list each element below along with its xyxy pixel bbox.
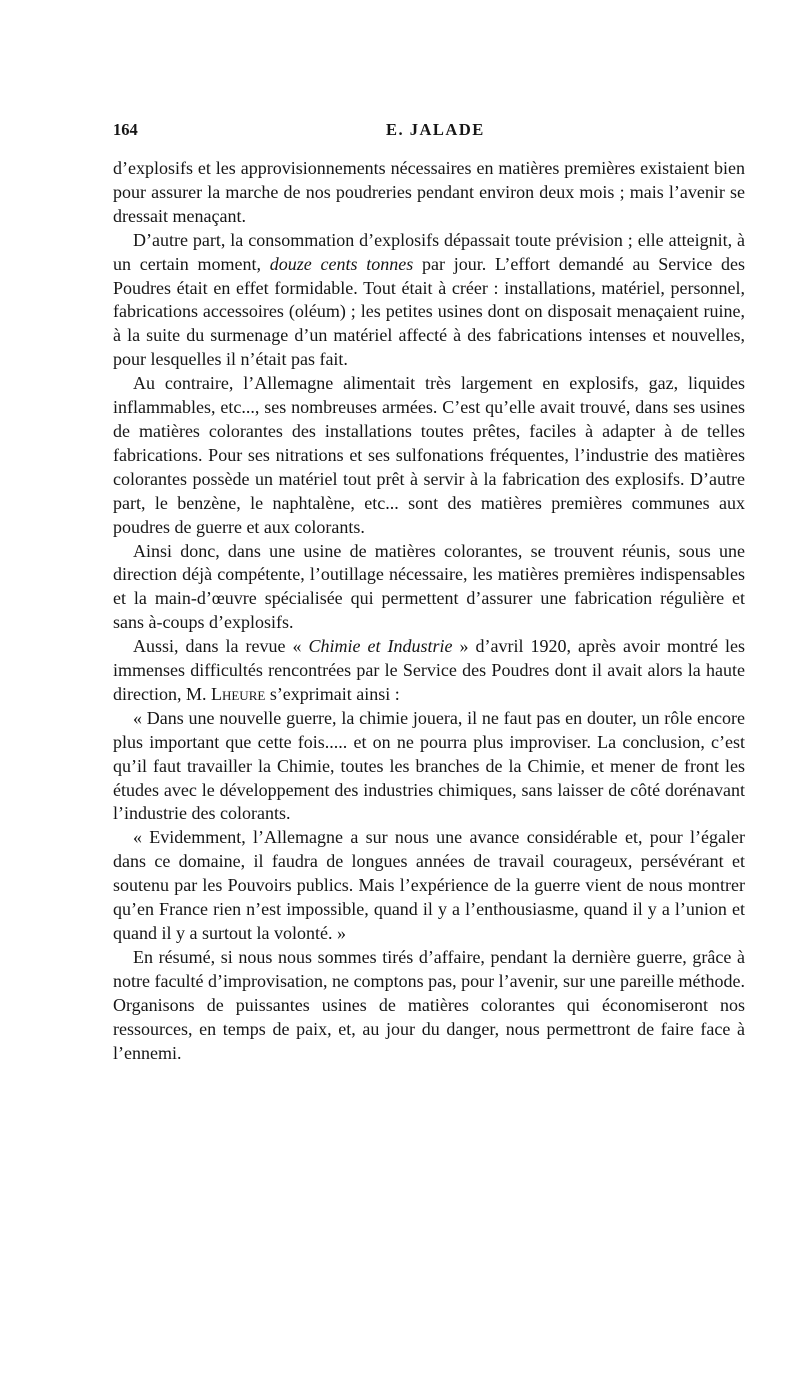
paragraph-2	[113, 229, 745, 372]
person-name: Lheure	[210, 683, 266, 704]
paragraph-1: d’explosifs et les approvisionnements nécessaires en matières premières existaient bien pour assurer la marche de nos poudreries pendant environ deux mois ; mais l’avenir se dressait menaçant.	[113, 158, 745, 226]
body-text	[113, 157, 745, 1065]
quote-paragraph-1: « Dans une nouvelle guerre, la chimie jouera, il ne faut pas en douter, un rôle encore plus important que cette fois..... et on ne pourra plus improviser. La conclusion, c’est qu’il faut travailler la Chimie, toutes les branches de la Chimie, et mener de front les études avec le développement des industries chimiques, sans laisser de côté dorénavant l’industrie des colorants.	[113, 707, 745, 824]
paragraph-4: Ainsi donc, dans une usine de matières colorantes, se trouvent réunis, sous une direction déjà compétente, l’outillage nécessaire, les matières premières indispensables et la main-d’œuvre spécialisée qui permettent d’assurer une fabrication régulière et sans à-coups d’explosifs.	[113, 540, 745, 633]
paragraph-2-part-a: D’autre part, la consommation d’explosifs dépassait toute prévision ; elle atteignit, à un certain moment,	[113, 229, 745, 274]
running-head	[113, 120, 745, 144]
paragraph-5-part-c: s’exprimait ainsi :	[269, 683, 400, 704]
paragraph-2-part-b: par jour. L’effort demandé au Service des Poudres était en effet formidable. Tout était à créer : installations, matériel, personnel, fabrications accessoires (oléum) ; les petites usines dont on disposait menaçaient ruine, à la suite du surmenage d’un matériel affecté à des fabrications intenses et nouvelles, pour lesquelles il n’était pas fait.	[113, 253, 745, 370]
paragraph-5-part-b: » d’avril 1920, après avoir montré les immenses difficultés rencontrées par le Service des Poudres dont il avait alors la haute direction, M.	[113, 636, 746, 704]
page-number: 164	[113, 120, 138, 139]
quote-paragraph-2: « Evidemment, l’Allemagne a sur nous une avance considérable et, pour l’égaler dans ce domaine, il faudra de longues années de travail courageux, persévérant et soutenu par les Pouvoirs publics. Mais l’expérience de la guerre vient de nous montrer qu’en France rien n’est impossible, quand il y a l’enthousiasme, quand il y a l’union et quand il y a surtout la volonté. »	[113, 827, 745, 943]
journal-title: Chimie et Industrie	[308, 636, 453, 657]
paragraph-2-emphasis: douze cents tonnes	[269, 253, 414, 274]
paragraph-3: Au contraire, l’Allemagne alimentait très largement en explosifs, gaz, liquides inflammables, etc..., ses nombreuses armées. C’est qu’elle avait trouvé, dans ses usines de matières colorantes des installations toutes prêtes, faciles à adapter à de telles fabrications. Pour ses nitrations et ses sulfonations fréquentes, l’industrie des matières colorantes possède un matériel tout prêt à servir à la fabrication des explosifs. D’autre part, le benzène, le naphtalène, etc... sont des matières premières communes aux poudres de guerre et aux colorants.	[113, 373, 745, 537]
paragraph-conclusion: En résumé, si nous nous sommes tirés d’affaire, pendant la dernière guerre, grâce à notre faculté d’improvisation, ne comptons pas, pour l’avenir, sur une pareille méthode. Organisons de puissantes usines de matières colorantes qui économiseront nos ressources, en temps de paix, et, au jour du danger, nous permettront de faire face à l’ennemi.	[113, 946, 745, 1063]
paragraph-5-part-a: Aussi, dans la revue «	[133, 636, 302, 657]
paragraph-5	[113, 635, 745, 707]
running-title: E. JALADE	[386, 120, 485, 139]
